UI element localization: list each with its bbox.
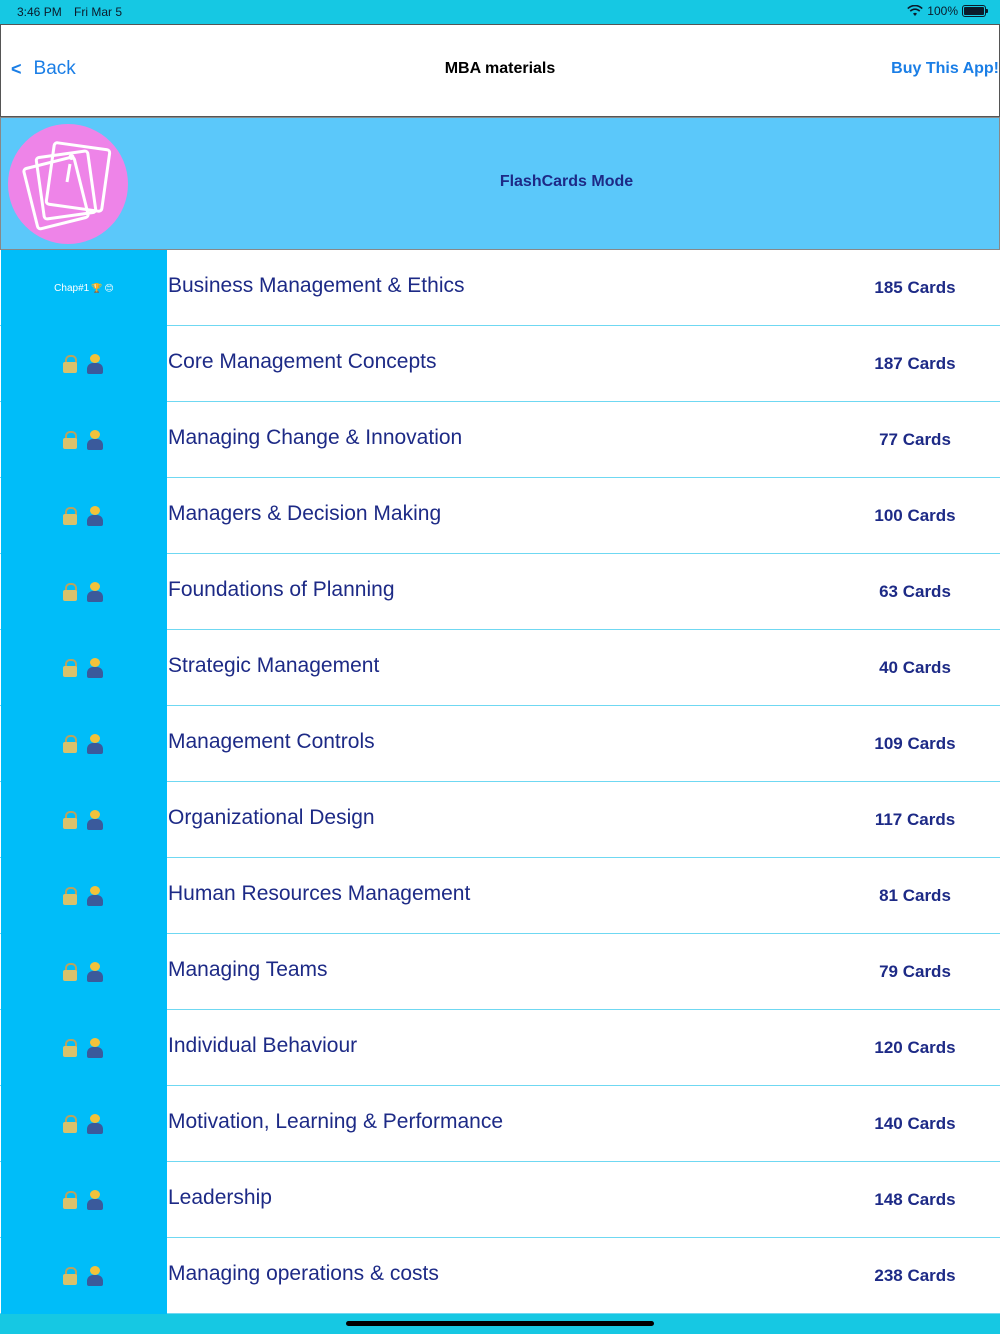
- chapter-row[interactable]: [0, 1238, 1000, 1314]
- lock-icon: [63, 1039, 77, 1057]
- chapter-title: Motivation, Learning & Performance: [168, 1110, 504, 1133]
- chapter-row[interactable]: [0, 402, 1000, 478]
- chapter-title: Managing Teams: [168, 958, 328, 981]
- chapter-tag: [1, 934, 167, 1010]
- locked-indicator: [63, 658, 105, 678]
- chapter-tag: [1, 326, 167, 402]
- shrug-person-icon: [85, 1190, 105, 1210]
- back-label: Back: [33, 58, 76, 79]
- chapter-number-label: Chap#1: [54, 282, 90, 294]
- card-count: 140 Cards: [874, 1114, 956, 1133]
- card-count: 109 Cards: [874, 734, 956, 753]
- locked-indicator: [63, 810, 105, 830]
- smile-icon: 😊: [104, 282, 114, 293]
- locked-indicator: [63, 1114, 105, 1134]
- shrug-person-icon: [85, 962, 105, 982]
- chapter-row[interactable]: [0, 1086, 1000, 1162]
- chapter-tag: [1, 630, 167, 706]
- chapter-tag: [1, 402, 167, 478]
- card-count: 120 Cards: [874, 1038, 956, 1057]
- chapter-row[interactable]: [0, 630, 1000, 706]
- chapter-row[interactable]: [0, 250, 1000, 326]
- shrug-person-icon: [85, 886, 105, 906]
- locked-indicator: [63, 1038, 105, 1058]
- card-count: 187 Cards: [874, 354, 956, 373]
- chapter-title: Managers & Decision Making: [168, 502, 442, 525]
- battery-percent: 100%: [927, 4, 958, 18]
- mode-title: FlashCards Mode: [499, 173, 634, 190]
- chapter-row[interactable]: [0, 858, 1000, 934]
- shrug-person-icon: [85, 430, 105, 450]
- chapter-title: Foundations of Planning: [168, 578, 395, 601]
- home-bar-area: [0, 1314, 1000, 1334]
- chapter-row[interactable]: [0, 1010, 1000, 1086]
- lock-icon: [63, 735, 77, 753]
- chapter-tag: [1, 1086, 167, 1162]
- chapter-title: Managing operations & costs: [168, 1262, 439, 1285]
- card-count: 81 Cards: [879, 886, 951, 905]
- chapter-row[interactable]: [0, 478, 1000, 554]
- chapter-tag: [1, 554, 167, 630]
- shrug-person-icon: [85, 1266, 105, 1286]
- shrug-person-icon: [85, 810, 105, 830]
- navigation-bar: [0, 24, 1000, 117]
- shrug-person-icon: [85, 658, 105, 678]
- chapter-row[interactable]: [0, 706, 1000, 782]
- lock-icon: [63, 963, 77, 981]
- home-indicator[interactable]: [346, 1321, 654, 1326]
- shrug-person-icon: [85, 506, 105, 526]
- status-date: Fri Mar 5: [74, 5, 122, 19]
- locked-indicator: [63, 962, 105, 982]
- locked-indicator: [63, 430, 105, 450]
- chapter-row[interactable]: [0, 326, 1000, 402]
- lock-icon: [63, 1115, 77, 1133]
- lock-icon: [63, 355, 77, 373]
- card-count: 238 Cards: [874, 1266, 956, 1285]
- flashcards-mode-banner[interactable]: [0, 117, 1000, 250]
- shrug-person-icon: [85, 1038, 105, 1058]
- status-indicators: [907, 4, 986, 18]
- chapter-list: [0, 250, 1000, 1314]
- chapter-title: Human Resources Management: [168, 882, 471, 905]
- locked-indicator: [63, 734, 105, 754]
- status-time: 3:46 PM: [17, 5, 62, 19]
- chapter-title: Organizational Design: [168, 806, 375, 829]
- card-count: 100 Cards: [874, 506, 956, 525]
- card-count: 63 Cards: [879, 582, 951, 601]
- chapter-tag: [1, 858, 167, 934]
- chapter-title: Management Controls: [168, 730, 375, 753]
- chapter-title: Managing Change & Innovation: [168, 426, 463, 449]
- card-count: 79 Cards: [879, 962, 951, 981]
- chapter-row[interactable]: [0, 1162, 1000, 1238]
- shrug-person-icon: [85, 734, 105, 754]
- chapter-title: Business Management & Ethics: [168, 274, 465, 297]
- shrug-person-icon: [85, 1114, 105, 1134]
- locked-indicator: [63, 886, 105, 906]
- chapter-row[interactable]: [0, 554, 1000, 630]
- chapter-tag: [1, 1010, 167, 1086]
- chapter-title: Leadership: [168, 1186, 272, 1209]
- chapter-tag: [1, 1238, 167, 1314]
- shrug-person-icon: [85, 354, 105, 374]
- lock-icon: [63, 887, 77, 905]
- card-count: 185 Cards: [874, 278, 956, 297]
- battery-icon: [962, 5, 986, 17]
- unlocked-chapter-tag: [54, 283, 114, 294]
- chapter-tag: [1, 782, 167, 858]
- locked-indicator: [63, 582, 105, 602]
- card-count: 117 Cards: [874, 810, 956, 829]
- chapter-row[interactable]: [0, 782, 1000, 858]
- trophy-icon: 🏆: [91, 282, 103, 293]
- lock-icon: [63, 583, 77, 601]
- lock-icon: [63, 659, 77, 677]
- chapter-row[interactable]: [0, 934, 1000, 1010]
- page-title: MBA materials: [444, 60, 556, 77]
- chapter-title: Strategic Management: [168, 654, 380, 677]
- shrug-person-icon: [85, 582, 105, 602]
- locked-indicator: [63, 1190, 105, 1210]
- lock-icon: [63, 1191, 77, 1209]
- buy-app-button[interactable]: Buy This App!: [891, 60, 999, 77]
- chevron-left-icon: <: [11, 58, 22, 79]
- locked-indicator: [63, 354, 105, 374]
- lock-icon: [63, 431, 77, 449]
- wifi-icon: [907, 5, 923, 17]
- lock-icon: [63, 811, 77, 829]
- chapter-tag: [1, 478, 167, 554]
- card-count: 77 Cards: [879, 430, 951, 449]
- status-bar: [0, 0, 1000, 24]
- card-count: 40 Cards: [879, 658, 951, 677]
- locked-indicator: [63, 506, 105, 526]
- chapter-tag: [1, 706, 167, 782]
- card-count: 148 Cards: [874, 1190, 956, 1209]
- chapter-title: Individual Behaviour: [168, 1034, 358, 1057]
- locked-indicator: [63, 1266, 105, 1286]
- lock-icon: [63, 1267, 77, 1285]
- chapter-tag: [1, 1162, 167, 1238]
- chapter-title: Core Management Concepts: [168, 350, 437, 373]
- chapter-tag: [1, 250, 167, 326]
- lock-icon: [63, 507, 77, 525]
